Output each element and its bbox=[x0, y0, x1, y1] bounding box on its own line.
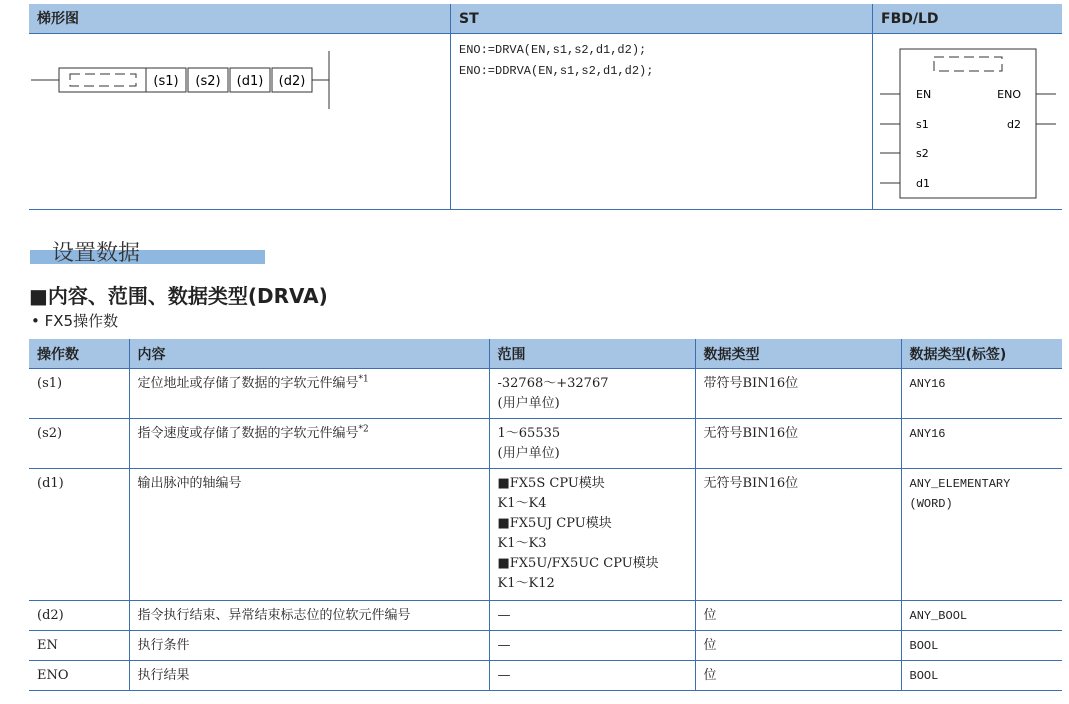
cell-data-type: 无符号BIN16位 bbox=[695, 419, 901, 469]
st-line: ENO:=DDRVA(EN,s1,s2,d1,d2); bbox=[459, 64, 654, 78]
table-row bbox=[29, 369, 1062, 419]
header-ladder: 梯形图 bbox=[29, 4, 450, 34]
fbd-output-d2: d2 bbox=[1007, 118, 1021, 131]
cell-data-type-label: BOOL bbox=[901, 661, 1062, 691]
footnote-ref: *1 bbox=[358, 374, 369, 385]
cell-content: 输出脉冲的轴编号 bbox=[129, 469, 489, 601]
heading: ■内容、范围、数据类型(DRVA) bbox=[29, 284, 328, 308]
cell-operand: (d2) bbox=[29, 601, 129, 631]
table-row bbox=[29, 601, 1062, 631]
cell-operand: ENO bbox=[29, 661, 129, 691]
cell-operand: (s1) bbox=[29, 369, 129, 419]
cell-data-type: 带符号BIN16位 bbox=[695, 369, 901, 419]
header-fbd: FBD/LD bbox=[873, 4, 1062, 34]
cell-range: — bbox=[489, 631, 695, 661]
table-row bbox=[29, 419, 1062, 469]
fbd-input-d1: d1 bbox=[916, 177, 930, 190]
st-code bbox=[459, 40, 653, 82]
cell-data-type: 无符号BIN16位 bbox=[695, 469, 901, 601]
syntax-table bbox=[29, 4, 1062, 210]
header-st: ST bbox=[451, 4, 872, 34]
cell-operand: (d1) bbox=[29, 469, 129, 601]
cell-content: 指令速度或存储了数据的字软元件编号$^{*2}$ bbox=[129, 419, 489, 469]
col-range: 范围 bbox=[489, 339, 695, 369]
cell-content: 执行结果 bbox=[129, 661, 489, 691]
fbd-input-s2: s2 bbox=[916, 147, 929, 160]
table-row bbox=[29, 469, 1062, 601]
table-row bbox=[29, 661, 1062, 691]
col-data-type-label: 数据类型(标签) bbox=[901, 339, 1062, 369]
cell-content: 定位地址或存储了数据的字软元件编号$^{*1}$ bbox=[129, 369, 489, 419]
cell-content: 指令执行结束、异常结束标志位的位软元件编号 bbox=[129, 601, 489, 631]
ladder-operand-d2: (d2) bbox=[278, 74, 306, 89]
cell-operand: (s2) bbox=[29, 419, 129, 469]
ladder-operand-s1: (s1) bbox=[153, 74, 179, 89]
ladder-operand-d1: (d1) bbox=[236, 74, 264, 89]
bullet-fx5-operands: • FX5操作数 bbox=[31, 312, 119, 330]
cell-data-type-label: ANY_BOOL bbox=[901, 601, 1062, 631]
cell-data-type: 位 bbox=[695, 631, 901, 661]
fbd-output-eno: ENO bbox=[997, 88, 1021, 101]
fbd-diagram bbox=[874, 36, 1062, 206]
fbd-input-s1: s1 bbox=[916, 118, 929, 131]
col-content: 内容 bbox=[129, 339, 489, 369]
cell-range: -32768～+32767 (用户单位) bbox=[489, 369, 695, 419]
cell-range: ■FX5S CPU模块 K1～K4 ■FX5UJ CPU模块 K1～K3 ■FX5U/FX5UC CPU模块 K1～K12 bbox=[489, 469, 695, 601]
table-header-row bbox=[29, 339, 1062, 369]
section-title: 设置数据 bbox=[52, 241, 141, 266]
cell-content: 执行条件 bbox=[129, 631, 489, 661]
ladder-diagram bbox=[29, 36, 449, 206]
cell-operand: EN bbox=[29, 631, 129, 661]
operand-table bbox=[29, 339, 1062, 691]
cell-data-type-label: ANY16 bbox=[901, 419, 1062, 469]
ladder-operand-s2: (s2) bbox=[195, 74, 221, 89]
cell-data-type-label: ANY16 bbox=[901, 369, 1062, 419]
cell-range: 1～65535 (用户单位) bbox=[489, 419, 695, 469]
cell-range: — bbox=[489, 601, 695, 631]
cell-data-type-label: BOOL bbox=[901, 631, 1062, 661]
footnote-ref: *2 bbox=[358, 424, 369, 435]
col-operand: 操作数 bbox=[29, 339, 129, 369]
col-data-type: 数据类型 bbox=[695, 339, 901, 369]
st-line: ENO:=DRVA(EN,s1,s2,d1,d2); bbox=[459, 43, 647, 57]
table-row bbox=[29, 631, 1062, 661]
cell-range: — bbox=[489, 661, 695, 691]
fbd-input-en: EN bbox=[916, 88, 932, 101]
cell-data-type-label: ANY_ELEMENTARY (WORD) bbox=[901, 469, 1062, 601]
cell-data-type: 位 bbox=[695, 661, 901, 691]
cell-data-type: 位 bbox=[695, 601, 901, 631]
